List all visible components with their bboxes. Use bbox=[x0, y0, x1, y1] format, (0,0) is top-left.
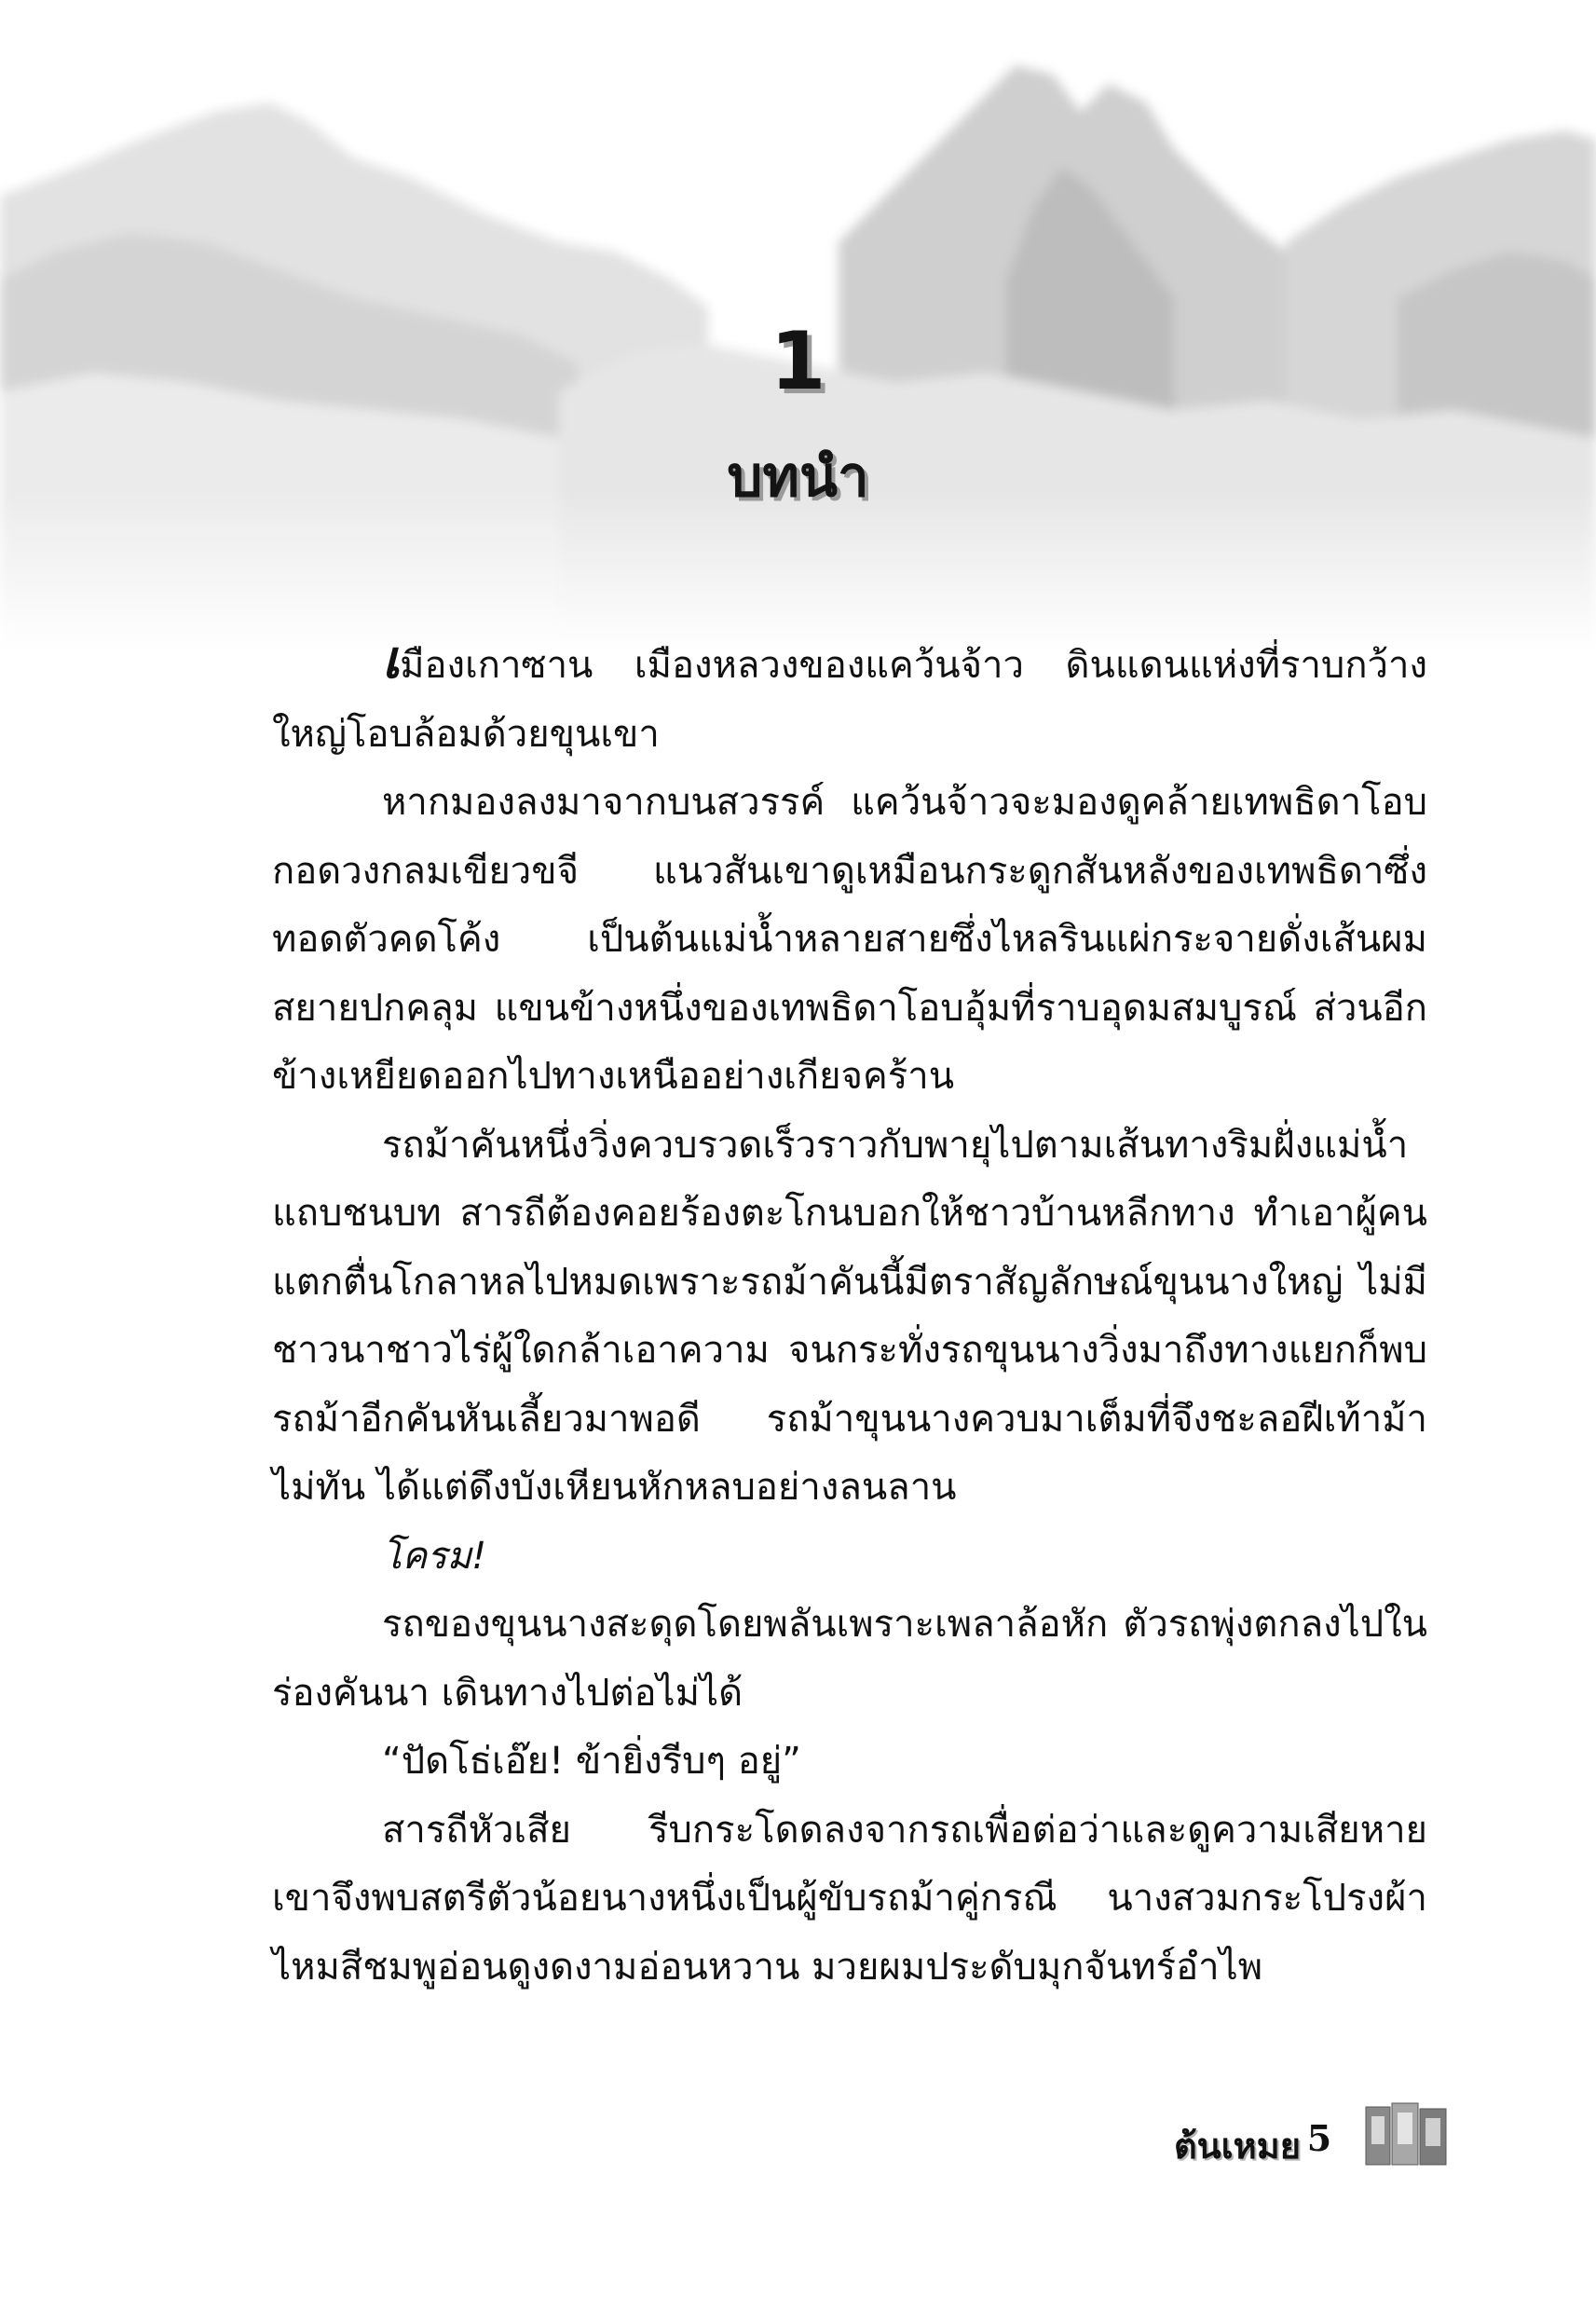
paragraph-2: หากมองลงมาจากบนสวรรค์ แคว้นจ้าวจะมองดูคล้ายเทพธิดาโอบกอดวงกลมเขียวขจี แนวสันเขาดูเหมือนกระดูกสันหลังของเทพธิดาซึ่งทอดตัวคดโค้ง เป็นต้นแม่น้ำหลายสายซึ่งไหลรินแผ่กระจายดั่งเส้นผมสยายปกคลุม แขนข้างหนึ่งของเทพธิดาโอบอุ้มที่ราบอุดมสมบูรณ์ ส่วนอีกข้างเหยียดออกไปทางเหนืออย่างเกียจคร้าน bbox=[272, 781, 1427, 1098]
paragraph-1 bbox=[272, 629, 1427, 769]
paragraph-1-text: มืองเกาซาน เมืองหลวงของแคว้นจ้าว ดินแดนแห่งที่ราบกว้างใหญ่โอบล้อมด้วยขุนเขา bbox=[272, 644, 1427, 756]
books-stack-icon bbox=[1362, 2101, 1452, 2168]
footer-page-number: 5 bbox=[1306, 2117, 1332, 2159]
paragraph-7: สารถีหัวเสีย รีบกระโดดลงจากรถเพื่อต่อว่าและดูความเสียหาย เขาจึงพบสตรีตัวน้อยนางหนึ่งเป็นผู้ขับรถม้าคู่กรณี นางสวมกระโปรงผ้าไหมสีชมพูอ่อนดูงดงามอ่อนหวาน มวยผมประดับมุกจันทร์อำไพ bbox=[272, 1808, 1427, 1989]
chapter-title: บทนำ bbox=[727, 444, 869, 510]
chapter-body bbox=[272, 629, 1427, 2002]
paragraph-3: รถม้าคันหนึ่งวิ่งควบรวดเร็วราวกับพายุไปตามเส้นทางริมฝั่งแม่น้ำแถบชนบท สารถีต้องคอยร้องตะโกนบอกให้ชาวบ้านหลีกทาง ทำเอาผู้คนแตกตื่นโกลาหลไปหมดเพราะรถม้าคันนี้มีตราสัญลักษณ์ขุนนางใหญ่ ไม่มีชาวนาชาวไร่ผู้ใดกล้าเอาความ จนกระทั่งรถขุนนางวิ่งมาถึงทางแยกก็พบรถม้าอีกคันหันเลี้ยวมาพอดี รถม้าขุนนางควบมาเต็มที่จึงชะลอฝีเท้าม้าไม่ทัน ได้แต่ดึงบังเหียนหักหลบอย่างลนลาน bbox=[272, 1123, 1427, 1509]
paragraph-5: รถของขุนนางสะดุดโดยพลันเพราะเพลาล้อหัก ตัวรถพุ่งตกลงไปในร่องคันนา เดินทางไปต่อไม่ได้ bbox=[272, 1603, 1427, 1715]
paragraph-6-dialogue: “ปัดโธ่เอ๊ย! ข้ายิ่งรีบๆ อยู่” bbox=[382, 1740, 801, 1783]
footer-book-title: ต้นเหมย bbox=[1173, 2126, 1301, 2167]
drop-cap-letter: เ bbox=[382, 629, 401, 691]
paragraph-4-sound-effect: โครม! bbox=[382, 1534, 487, 1578]
chapter-number: 1 bbox=[770, 315, 826, 408]
